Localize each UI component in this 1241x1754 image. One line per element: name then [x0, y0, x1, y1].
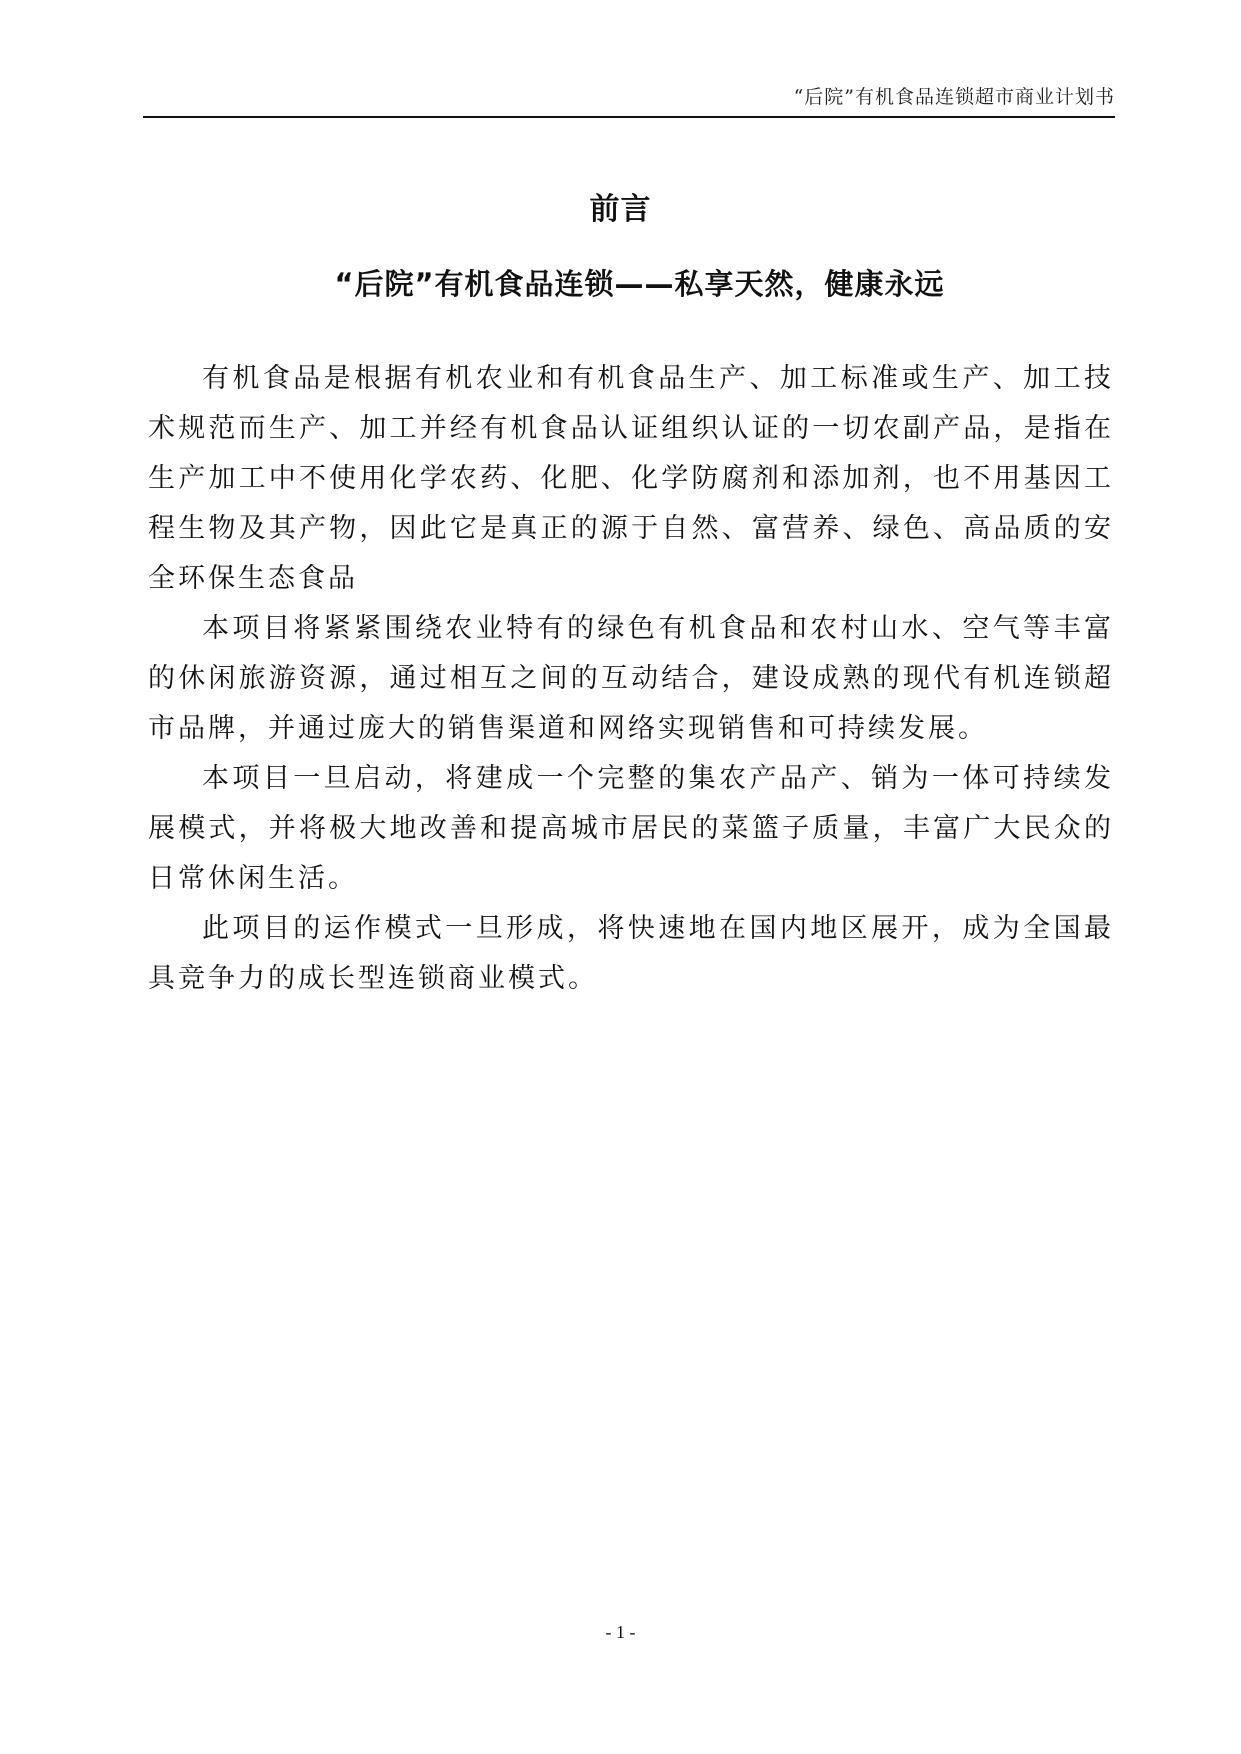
body-text: [148, 354, 1114, 1004]
paragraph: 此项目的运作模式一旦形成，将快速地在国内地区展开，成为全国最具竞争力的成长型连锁商业模式。: [148, 913, 1114, 994]
page-title: 前言: [589, 192, 652, 227]
paragraph: 有机食品是根据有机农业和有机食品生产、加工标准或生产、加工技术规范而生产、加工并经有机食品认证组织认证的一切农副产品，是指在生产加工中不使用化学农药、化肥、化学防腐剂和添加剂，也不用基因工程生物及其产物，因此它是真正的源于自然、富营养、绿色、高品质的安全环保生态食品: [148, 363, 1114, 594]
running-header: “后院”有机食品连锁超市商业计划书: [793, 86, 1115, 108]
paragraph: 本项目将紧紧围绕农业特有的绿色有机食品和农村山水、空气等丰富的休闲旅游资源，通过相互之间的互动结合，建设成熟的现代有机连锁超市品牌，并通过庞大的销售渠道和网络实现销售和可持续发展。: [148, 613, 1114, 744]
header-divider: [143, 116, 1115, 118]
page-subtitle: “后院”有机食品连锁——私享天然，健康永远: [334, 267, 945, 301]
page-number: - 1 -: [605, 1622, 636, 1642]
paragraph: 本项目一旦启动，将建成一个完整的集农产品产、销为一体可持续发展模式，并将极大地改善和提高城市居民的菜篮子质量，丰富广大民众的日常休闲生活。: [148, 763, 1114, 894]
